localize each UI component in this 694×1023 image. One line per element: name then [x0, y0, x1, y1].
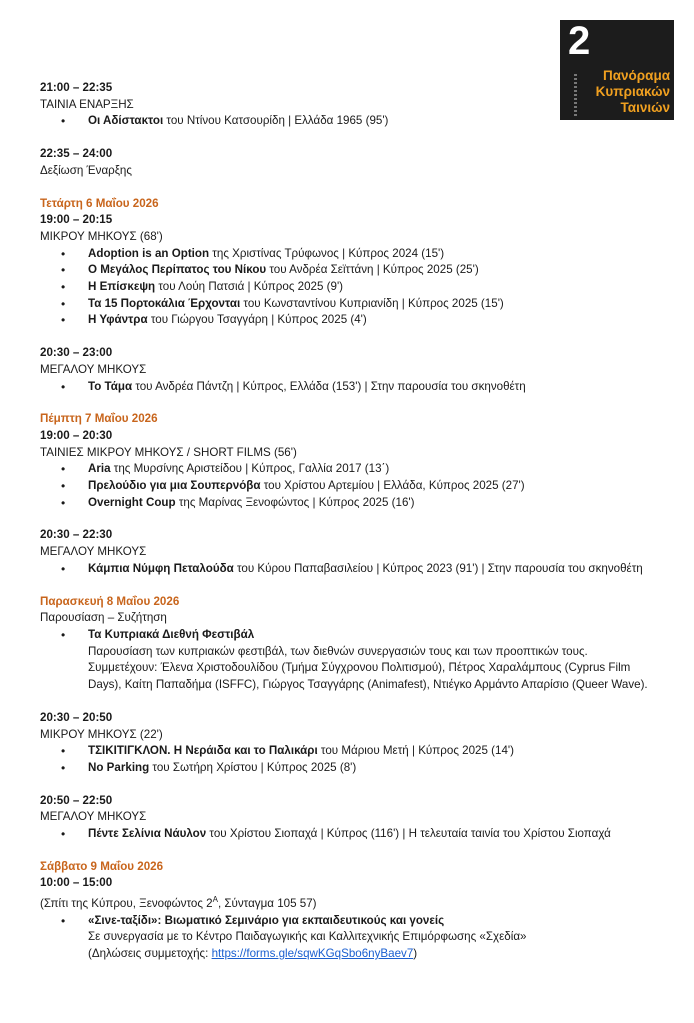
film-list — [40, 379, 680, 396]
event-list — [40, 627, 680, 694]
logo-word-1: Πανόραμα — [602, 68, 670, 83]
film-details: του Κωνσταντίνου Κυπριανίδη | Κύπρος 2025 (15') — [240, 296, 504, 310]
film-list — [40, 246, 680, 330]
session-category: Δεξίωση Έναρξης — [40, 163, 132, 177]
session-thursday-shorts — [40, 411, 680, 511]
session-opening-film — [40, 80, 680, 130]
session-time: 20:50 – 22:50 — [40, 793, 113, 807]
film-details: του Μάριου Μετή | Κύπρος 2025 (14') — [317, 744, 514, 758]
film-item — [88, 296, 680, 313]
film-details: του Χρίστου Αρτεμίου | Ελλάδα, Κύπρος 2025 (27') — [260, 479, 525, 493]
event-description: Παρουσίαση των κυπριακών φεστιβάλ, των διεθνών συνεργασιών τους και των προοπτικών τους. — [88, 644, 588, 658]
film-list — [40, 561, 680, 578]
event-registration — [88, 946, 680, 963]
session-wednesday-shorts — [40, 196, 680, 330]
film-details: του Κύρου Παπαβασιλείου | Κύπρος 2023 (91') | Στην παρουσία του σκηνοθέτη — [233, 561, 643, 575]
event-item — [88, 627, 680, 694]
session-time: 20:30 – 22:30 — [40, 528, 113, 542]
session-friday-feature — [40, 793, 680, 843]
film-list — [40, 826, 680, 843]
venue-text: (Σπίτι της Κύπρου, Ξενοφώντος 2 — [40, 896, 213, 910]
film-details: του Ντίνου Κατσουρίδη | Ελλάδα 1965 (95') — [163, 114, 389, 128]
event-title: • Τα Κυπριακά Διεθνή Φεστιβάλ — [88, 627, 255, 641]
session-reception — [40, 146, 680, 179]
film-title: Η Υφάντρα — [88, 313, 148, 327]
film-details: του Ανδρέα Πάντζη | Κύπρος, Ελλάδα (153') | Στην παρουσία του σκηνοθέτη — [132, 379, 526, 393]
session-friday-discussion — [40, 594, 680, 694]
film-title: Overnight Coup — [88, 495, 176, 509]
session-category: ΜΕΓΑΛΟΥ ΜΗΚΟΥΣ — [40, 362, 147, 376]
film-title: Η Επίσκεψη — [88, 280, 156, 294]
film-item — [88, 279, 680, 296]
session-category: ΜΕΓΑΛΟΥ ΜΗΚΟΥΣ — [40, 810, 147, 824]
film-list — [40, 113, 680, 130]
registration-label: (Δηλώσεις συμμετοχής: — [88, 947, 212, 961]
session-time: 19:00 – 20:30 — [40, 428, 113, 442]
day-heading: Σάββατο 9 Μαΐου 2026 — [40, 859, 164, 873]
session-time: 20:30 – 20:50 — [40, 710, 113, 724]
film-details: της Μαρίνας Ξενοφώντος | Κύπρος 2025 (16') — [175, 495, 415, 509]
session-category: Παρουσίαση – Συζήτηση — [40, 611, 167, 625]
film-item — [88, 461, 680, 478]
event-participants: Συμμετέχουν: Έλενα Χριστοδουλίδου (Τμήμα Σύγχρονου Πολιτισμού), Πέτρος Χαραλάμπους (Cyprus Film — [88, 661, 631, 675]
logo-word-3: Ταινιών — [620, 100, 670, 115]
film-item — [88, 743, 680, 760]
film-details: της Μυρσίνης Αριστείδου | Κύπρος, Γαλλία 2017 (13΄) — [110, 462, 390, 476]
session-time: 10:00 – 15:00 — [40, 876, 113, 890]
film-details: της Χριστίνας Τρύφωνος | Κύπρος 2024 (15') — [209, 246, 445, 260]
day-heading: Πέμπτη 7 Μαΐου 2026 — [40, 412, 158, 426]
venue-text-end: , Σύνταγμα 105 57) — [217, 896, 317, 910]
film-title: Το Τάμα — [88, 379, 133, 393]
day-heading: Παρασκευή 8 Μαΐου 2026 — [40, 594, 180, 608]
film-details: του Λούη Πατσιά | Κύπρος 2025 (9') — [155, 280, 344, 294]
film-item — [88, 826, 680, 843]
session-category: ΤΑΙΝΙΑ ΕΝΑΡΞΗΣ — [40, 97, 134, 111]
film-title: Κάμπια Νύμφη Πεταλούδα — [88, 561, 234, 575]
session-time: 21:00 – 22:35 — [40, 81, 113, 94]
film-item — [88, 312, 680, 329]
registration-close-paren: ) — [413, 947, 418, 961]
session-friday-shorts — [40, 710, 680, 777]
session-saturday-seminar — [40, 859, 680, 963]
film-item — [88, 113, 680, 130]
session-category: ΜΙΚΡΟΥ ΜΗΚΟΥΣ (68') — [40, 229, 163, 243]
film-title: Aria — [88, 462, 111, 476]
film-item — [88, 379, 680, 396]
film-details: του Χρίστου Σιοπαχά | Κύπρος (116') | Η τελευταία ταινία του Χρίστου Σιοπαχά — [206, 827, 611, 841]
film-title: Adoption is an Option — [88, 246, 210, 260]
session-wednesday-feature — [40, 345, 680, 395]
logo-word-2: Κυπριακών — [595, 84, 670, 99]
event-item — [88, 913, 680, 963]
film-title: ΤΣΙΚΙΤΙΓΚΛΟΝ. Η Νεράιδα και το Παλικάρι — [88, 744, 318, 758]
session-category: ΤΑΙΝΙΕΣ ΜΙΚΡΟΥ ΜΗΚΟΥΣ / SHORT FILMS (56') — [40, 445, 297, 459]
film-item — [88, 760, 680, 777]
film-list — [40, 743, 680, 776]
film-title: No Parking — [88, 760, 150, 774]
film-title: Πέντε Σελίνια Νάυλον — [88, 827, 207, 841]
session-time: 22:35 – 24:00 — [40, 147, 113, 161]
film-item — [88, 478, 680, 495]
schedule-content — [40, 80, 680, 963]
film-list — [40, 461, 680, 511]
film-title: Τα 15 Πορτοκάλια Έρχονται — [88, 296, 241, 310]
event-participants-continued: Days), Καίτη Παπαδήμα (ISFFC), Γιώργος Τσαγγάρης (Animafest), Ντιέγκο Αρμάντο Απαρίσιο (Queer Wave). — [88, 678, 648, 692]
session-time: 19:00 – 20:15 — [40, 213, 113, 227]
film-item — [88, 561, 680, 578]
film-details: του Σωτήρη Χρίστου | Κύπρος 2025 (8') — [149, 760, 357, 774]
film-item — [88, 495, 680, 512]
session-venue — [40, 892, 680, 913]
session-time: 20:30 – 23:00 — [40, 346, 113, 360]
session-thursday-feature — [40, 527, 680, 577]
venue-superscript: Α — [212, 895, 218, 905]
day-heading: Τετάρτη 6 Μαΐου 2026 — [40, 196, 159, 210]
film-item — [88, 262, 680, 279]
session-category: ΜΙΚΡΟΥ ΜΗΚΟΥΣ (22') — [40, 727, 163, 741]
session-category: ΜΕΓΑΛΟΥ ΜΗΚΟΥΣ — [40, 545, 147, 559]
film-details: του Ανδρέα Σεϊττάνη | Κύπρος 2025 (25') — [266, 263, 479, 277]
film-title: Ο Μεγάλος Περίπατος του Νίκου — [88, 263, 267, 277]
event-partnership: Σε συνεργασία με το Κέντρο Παιδαγωγικής και Καλλιτεχνικής Επιμόρφωσης «Σχεδία» — [88, 930, 527, 944]
event-list — [40, 913, 680, 963]
logo-number: 2 — [568, 19, 591, 63]
film-details: του Γιώργου Τσαγγάρη | Κύπρος 2025 (4') — [147, 313, 367, 327]
film-title: Οι Αδίστακτοι — [88, 114, 164, 128]
film-item — [88, 246, 680, 263]
event-title: • «Σινε-ταξίδι»: Βιωματικό Σεμινάριο για εκπαιδευτικούς και γονείς — [88, 913, 445, 927]
film-title: Πρελούδιο για μια Σουπερνόβα — [88, 479, 261, 493]
registration-link[interactable]: https://forms.gle/sqwKGqSbo6nyBaev7 — [211, 947, 414, 961]
